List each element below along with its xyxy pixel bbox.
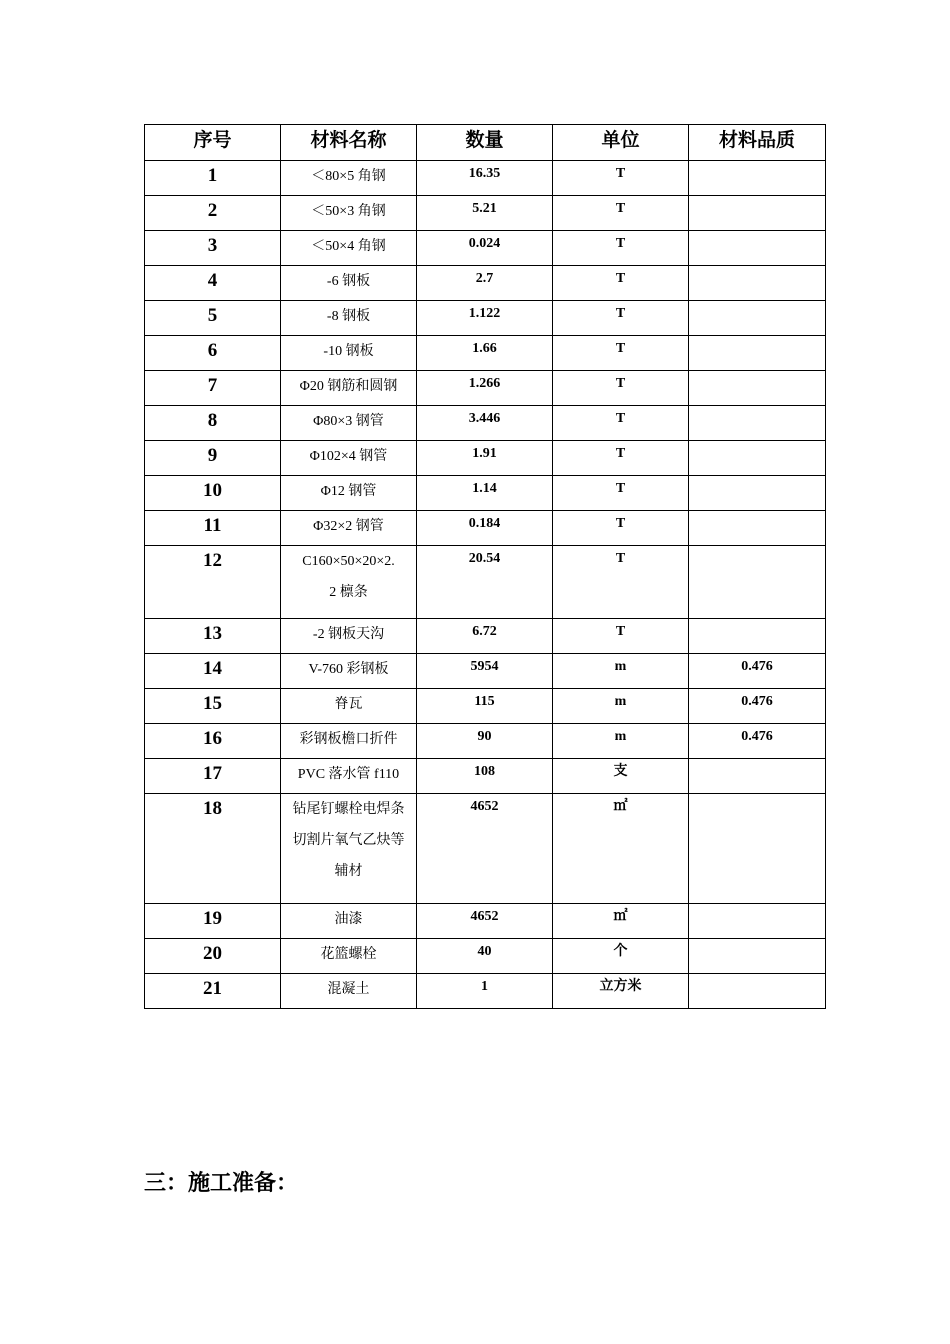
material-name xyxy=(281,546,417,619)
material-quality xyxy=(689,196,826,231)
row-number: 8 xyxy=(145,406,281,441)
material-name-line: Φ20 钢筋和圆钢 xyxy=(299,379,398,394)
table-row xyxy=(145,406,826,441)
row-number: 14 xyxy=(145,654,281,689)
material-quality xyxy=(689,794,826,904)
materials-table xyxy=(144,124,826,1009)
row-number: 10 xyxy=(145,476,281,511)
material-name-line: 彩钢板檐口折件 xyxy=(299,732,398,747)
material-quality xyxy=(689,759,826,794)
table-row xyxy=(145,301,826,336)
row-number: 7 xyxy=(145,371,281,406)
table-row xyxy=(145,939,826,974)
material-name xyxy=(281,724,417,759)
material-name-line: 花篮螺栓 xyxy=(320,947,377,962)
unit: 立方米 xyxy=(553,974,689,1009)
material-name xyxy=(281,619,417,654)
unit: T xyxy=(553,301,689,336)
table-row xyxy=(145,794,826,904)
material-quality: 0.476 xyxy=(689,689,826,724)
material-name xyxy=(281,974,417,1009)
quantity: 40 xyxy=(417,939,553,974)
quantity: 3.446 xyxy=(417,406,553,441)
quantity: 1.266 xyxy=(417,371,553,406)
material-name-line: 混凝土 xyxy=(327,982,370,997)
table-row xyxy=(145,546,826,619)
unit: m xyxy=(553,689,689,724)
section-title: 三：施工准备： xyxy=(144,1170,299,1195)
material-quality xyxy=(689,406,826,441)
row-number: 15 xyxy=(145,689,281,724)
row-number: 5 xyxy=(145,301,281,336)
quantity: 1.91 xyxy=(417,441,553,476)
material-name xyxy=(281,301,417,336)
table-row xyxy=(145,904,826,939)
quantity: 5954 xyxy=(417,654,553,689)
row-number: 6 xyxy=(145,336,281,371)
quantity: 4652 xyxy=(417,904,553,939)
material-name-line: -2 钢板天沟 xyxy=(312,627,385,642)
unit: T xyxy=(553,196,689,231)
table-row xyxy=(145,759,826,794)
row-number: 20 xyxy=(145,939,281,974)
material-quality xyxy=(689,939,826,974)
header-no: 序号 xyxy=(145,125,281,161)
material-name-line: Φ102×4 钢管 xyxy=(309,449,388,464)
header-quality: 材料品质 xyxy=(689,125,826,161)
material-quality xyxy=(689,371,826,406)
quantity: 0.184 xyxy=(417,511,553,546)
material-quality xyxy=(689,336,826,371)
material-name xyxy=(281,794,417,904)
table-row xyxy=(145,476,826,511)
material-name-line: Φ80×3 钢管 xyxy=(313,414,384,429)
material-name-line: C160×50×20×2. xyxy=(302,554,395,569)
material-name-line: 2 檩条 xyxy=(329,585,368,600)
quantity: 108 xyxy=(417,759,553,794)
material-name xyxy=(281,939,417,974)
row-number: 21 xyxy=(145,974,281,1009)
material-quality xyxy=(689,301,826,336)
quantity: 4652 xyxy=(417,794,553,904)
row-number: 17 xyxy=(145,759,281,794)
material-quality xyxy=(689,974,826,1009)
table-header-row xyxy=(145,125,826,161)
unit: T xyxy=(553,161,689,196)
material-name xyxy=(281,654,417,689)
unit: T xyxy=(553,619,689,654)
unit: T xyxy=(553,231,689,266)
unit: T xyxy=(553,546,689,619)
row-number: 18 xyxy=(145,794,281,904)
material-quality xyxy=(689,266,826,301)
table-row xyxy=(145,336,826,371)
material-name-line: 油漆 xyxy=(334,912,363,927)
row-number: 9 xyxy=(145,441,281,476)
material-name xyxy=(281,904,417,939)
material-name-line: ＜50×4 角钢 xyxy=(311,239,386,254)
material-name xyxy=(281,511,417,546)
header-qty: 数量 xyxy=(417,125,553,161)
table-row xyxy=(145,689,826,724)
material-quality xyxy=(689,476,826,511)
material-name-line: -8 钢板 xyxy=(326,309,371,324)
material-name xyxy=(281,266,417,301)
row-number: 13 xyxy=(145,619,281,654)
unit: m xyxy=(553,654,689,689)
unit: T xyxy=(553,511,689,546)
material-name xyxy=(281,689,417,724)
material-name-line: ＜50×3 角钢 xyxy=(311,204,386,219)
material-name xyxy=(281,371,417,406)
unit: T xyxy=(553,441,689,476)
table-row xyxy=(145,231,826,266)
material-name-line: PVC 落水管 f110 xyxy=(297,767,400,782)
material-name-line: 脊瓦 xyxy=(334,697,363,712)
table-row xyxy=(145,619,826,654)
material-quality xyxy=(689,619,826,654)
material-quality xyxy=(689,441,826,476)
material-name-line: Φ12 钢管 xyxy=(320,484,377,499)
material-name-line: -6 钢板 xyxy=(326,274,371,289)
quantity: 115 xyxy=(417,689,553,724)
quantity: 1.66 xyxy=(417,336,553,371)
material-name-line: V-760 彩钢板 xyxy=(308,662,389,677)
row-number: 4 xyxy=(145,266,281,301)
material-name-line: 辅材 xyxy=(334,864,363,879)
quantity: 0.024 xyxy=(417,231,553,266)
material-quality xyxy=(689,511,826,546)
row-number: 16 xyxy=(145,724,281,759)
table-body xyxy=(145,161,826,1009)
table-row xyxy=(145,161,826,196)
material-name-line: -10 钢板 xyxy=(323,344,374,359)
row-number: 2 xyxy=(145,196,281,231)
unit: 支 xyxy=(553,759,689,794)
unit: 个 xyxy=(553,939,689,974)
table-row xyxy=(145,266,826,301)
material-name-line: 钻尾钉螺栓电焊条 xyxy=(292,802,405,817)
quantity: 90 xyxy=(417,724,553,759)
material-quality: 0.476 xyxy=(689,724,826,759)
row-number: 19 xyxy=(145,904,281,939)
unit: T xyxy=(553,476,689,511)
unit: ㎡ xyxy=(553,794,689,904)
material-quality xyxy=(689,231,826,266)
row-number: 1 xyxy=(145,161,281,196)
quantity: 20.54 xyxy=(417,546,553,619)
material-name xyxy=(281,196,417,231)
quantity: 6.72 xyxy=(417,619,553,654)
material-quality: 0.476 xyxy=(689,654,826,689)
unit: m xyxy=(553,724,689,759)
material-name xyxy=(281,406,417,441)
quantity: 16.35 xyxy=(417,161,553,196)
row-number: 3 xyxy=(145,231,281,266)
material-name-line: 切割片氧气乙炔等 xyxy=(292,833,405,848)
unit: T xyxy=(553,371,689,406)
quantity: 2.7 xyxy=(417,266,553,301)
quantity: 5.21 xyxy=(417,196,553,231)
unit: T xyxy=(553,406,689,441)
table-row xyxy=(145,654,826,689)
material-name xyxy=(281,161,417,196)
material-quality xyxy=(689,161,826,196)
table-row xyxy=(145,371,826,406)
table-row xyxy=(145,441,826,476)
material-name xyxy=(281,476,417,511)
unit: ㎡ xyxy=(553,904,689,939)
quantity: 1.14 xyxy=(417,476,553,511)
material-name-line: Φ32×2 钢管 xyxy=(313,519,384,534)
row-number: 11 xyxy=(145,511,281,546)
unit: T xyxy=(553,336,689,371)
table-row xyxy=(145,511,826,546)
material-name xyxy=(281,231,417,266)
header-name: 材料名称 xyxy=(281,125,417,161)
material-name xyxy=(281,441,417,476)
table-row xyxy=(145,196,826,231)
material-quality xyxy=(689,904,826,939)
material-name xyxy=(281,759,417,794)
quantity: 1 xyxy=(417,974,553,1009)
row-number: 12 xyxy=(145,546,281,619)
material-quality xyxy=(689,546,826,619)
quantity: 1.122 xyxy=(417,301,553,336)
material-name-line: ＜80×5 角钢 xyxy=(311,169,386,184)
unit: T xyxy=(553,266,689,301)
table-row xyxy=(145,724,826,759)
material-name xyxy=(281,336,417,371)
header-unit: 单位 xyxy=(553,125,689,161)
table-row xyxy=(145,974,826,1009)
